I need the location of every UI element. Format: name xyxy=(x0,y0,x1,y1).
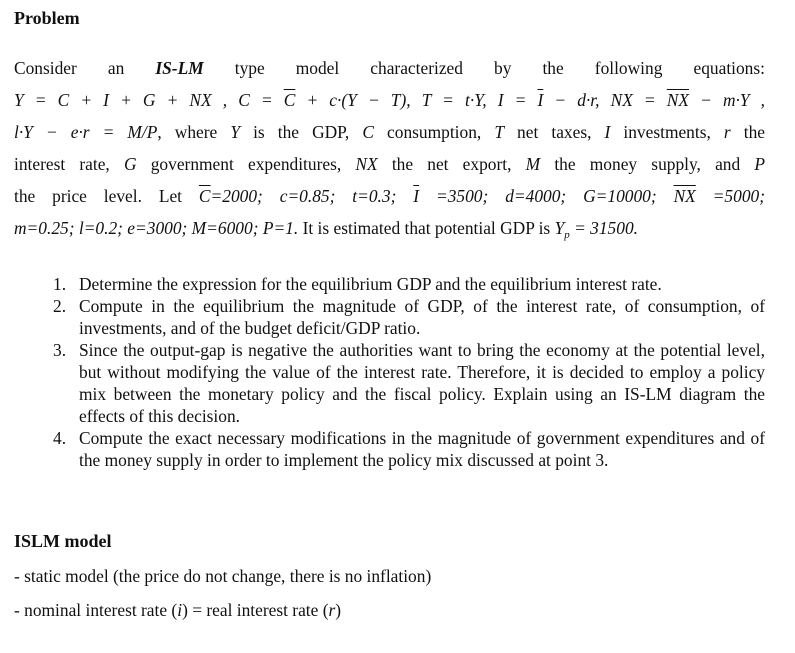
equation-taxes: T = t·Y, xyxy=(421,90,487,110)
statement-line-3: l·Y − e·r = M/P, where Y is the GDP, C consumption, T net taxes, I investments, r the xyxy=(14,122,766,142)
islm-term: IS-LM xyxy=(155,58,204,78)
equation-lm: l·Y − e·r = M/P xyxy=(14,122,158,142)
problem-heading: Problem xyxy=(14,8,80,28)
equation-output: Y = C + I + G + NX , xyxy=(14,90,228,110)
islm-heading: ISLM model xyxy=(14,531,112,551)
statement-line-4: interest rate, G government expenditures, NX the net export, M the money supply, and P xyxy=(14,154,766,174)
note-static-model: - static model (the price do not change, there is no inflation) xyxy=(14,566,432,586)
equation-consumption: $C = \overline{C} + c\cdot(Y - T)$, xyxy=(238,90,411,110)
potential-gdp-line: m=0.25; l=0.2; e=3000; M=6000; P=1. It is estimated that potential GDP is $Y_p = 31500$. xyxy=(14,218,638,241)
task-item: 4. Compute the exact necessary modifications in the magnitude of government expenditures and of the money supply in order to implement the policy mix discussed at point 3. xyxy=(53,428,765,470)
equation-net-export: NX = $\overline{NX} - m\cdot Y$ , xyxy=(610,90,765,110)
note-interest-rate: - nominal interest rate (i) = real interest rate (r) xyxy=(14,600,342,620)
task-item: 1. Determine the expression for the equilibrium GDP and the equilibrium interest rate. xyxy=(53,274,662,294)
parameter-values-line: the price level. Let $\overline{C}=2000$; c=0.85; t=0.3; $\overline{I} =3500$; d=4000; G=10000; $\overline{NX} =5000$; xyxy=(14,186,766,206)
task-list xyxy=(14,273,765,471)
problem-statement xyxy=(14,52,765,251)
task-item: 3. Since the output-gap is negative the authorities want to bring the economy at the potential level, but without modifying the value of the interest rate. Therefore, it is decided to employ a policy mix between the monetary policy and the fiscal policy. Explain using an IS-LM diagram the effects of this decision. xyxy=(53,340,765,426)
task-item: 2. Compute in the equilibrium the magnitude of GDP, of the interest rate, of consumption, of investments, and of the budget deficit/GDP ratio. xyxy=(53,296,765,338)
equations-line xyxy=(14,84,765,116)
statement-line-1: Consider an IS-LM type model characterized by the following equations: xyxy=(14,58,765,78)
equation-investment: $I = \overline{I} - d\cdot r$, xyxy=(497,90,600,110)
